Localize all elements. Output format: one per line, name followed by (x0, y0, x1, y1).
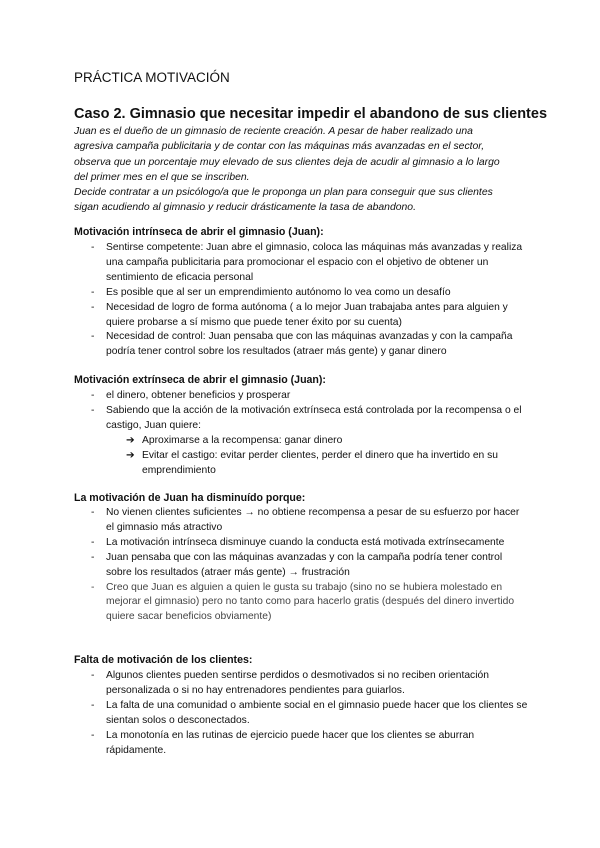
list-item (74, 581, 530, 626)
bullet-dash: - (91, 729, 95, 741)
clients-motivation-list (74, 669, 530, 758)
list-item-text: La motivación intrínseca disminuye cuando la conducta está motivada extrínsecamente (106, 536, 505, 548)
list-item-text: La falta de una comunidad o ambiente social en el gimnasio puede hacer que los clientes se sientan solos o desconectados. (106, 699, 528, 726)
arrow-bullet-icon: ➔ (126, 434, 135, 446)
list-item (74, 551, 530, 581)
list-item-text: Necesidad de control: Juan pensaba que con las máquinas avanzadas y con la campaña podría tener control sobre los resultados (atraer más gente) y ganar dinero (106, 331, 513, 358)
list-item-text: Sabiendo que la acción de la motivación extrínseca está controlada por la recompensa o el castigo, Juan quiere: (106, 404, 522, 431)
bullet-dash: - (91, 331, 95, 343)
list-item-text: Juan pensaba que con las máquinas avanzadas y con la campaña podría tener control sobre los resultados (atraer más gente) → frustración (106, 551, 503, 578)
bullet-dash: - (91, 404, 95, 416)
document-title: PRÁCTICA MOTIVACIÓN (74, 70, 230, 85)
list-item (74, 389, 530, 404)
list-item (74, 506, 530, 536)
bullet-dash: - (91, 699, 95, 711)
bullet-dash: - (91, 301, 95, 313)
intro-paragraph: Decide contratar a un psicólogo/a que le proponga un plan para conseguir que sus clientes sigan acudiendo al gimnasio y reducir drásticamente la tasa de abandono. (74, 187, 493, 214)
list-item-text: No vienen clientes suficientes → no obtiene recompensa a pesar de su esfuerzo por hacer el gimnasio más atractivo (106, 507, 520, 533)
section-heading-decrease: La motivación de Juan ha disminuído porque: (74, 492, 306, 504)
bullet-dash: - (91, 670, 95, 681)
bullet-dash: - (91, 536, 95, 548)
list-item-text: La monotonía en las rutinas de ejercicio puede hacer que los clientes se aburran rápidamente. (106, 729, 475, 756)
sublist-item (106, 449, 530, 479)
bullet-dash: - (91, 551, 95, 563)
list-item (74, 729, 530, 759)
intrinsic-motivation-list (74, 241, 530, 360)
extrinsic-sublist (106, 434, 530, 479)
list-item (74, 536, 530, 551)
list-item-text: el dinero, obtener beneficios y prosperar (106, 390, 291, 401)
list-item-text: Sentirse competente: Juan abre el gimnasio, coloca las máquinas más avanzadas y realiza una campaña publicitaria para promocionar el espacio con el objetivo de obtener un sentimiento de eficacia personal (106, 242, 523, 283)
bullet-dash: - (91, 581, 95, 593)
section-heading-intrinsic: Motivación intrínseca de abrir el gimnasio (Juan): (74, 226, 324, 238)
list-item (74, 301, 530, 331)
list-item (74, 286, 530, 301)
section-heading-extrinsic: Motivación extrínseca de abrir el gimnasio (Juan): (74, 374, 326, 386)
list-item-text: Necesidad de logro de forma autónoma ( a lo mejor Juan trabajaba antes para alguien y quiere probarse a sí mismo que puede tener éxito por su cuenta) (106, 301, 508, 328)
intro-paragraph: Juan es el dueño de un gimnasio de reciente creación. A pesar de haber realizado una agresiva campaña publicitaria y de contar con las máquinas más avanzadas en el sector, observa que un porcentaje muy elevado de sus clientes deja de acudir al gimnasio a lo largo del primer mes en el que se inscriben. (74, 126, 500, 183)
list-item-text: Algunos clientes pueden sentirse perdidos o desmotivados si no reciben orientación personalizada o si no hay entrenadores pendientes para guiarlos. (106, 670, 489, 696)
section-heading-clients: Falta de motivación de los clientes: (74, 654, 253, 666)
extrinsic-motivation-list (74, 389, 530, 478)
list-item (74, 404, 530, 479)
case-intro (74, 124, 514, 216)
motivation-decrease-list (74, 506, 530, 625)
bullet-dash: - (91, 390, 95, 401)
bullet-dash: - (91, 507, 95, 518)
bullet-dash: - (91, 242, 95, 253)
list-item-text: Creo que Juan es alguien a quien le gusta su trabajo (sino no se hubiera molestado en mejorar el gimnasio) pero no tanto como para hacerlo gratis (después del dinero invertido quiere sacar beneficios obviamente) (106, 581, 515, 623)
list-item (74, 699, 530, 729)
case-title: Caso 2. Gimnasio que necesitar impedir el abandono de sus clientes (74, 106, 548, 122)
arrow-bullet-icon: ➔ (126, 449, 135, 461)
sublist-item-text: Evitar el castigo: evitar perder clientes, perder el dinero que ha invertido en su emprendimiento (142, 449, 499, 476)
list-item (74, 669, 530, 699)
bullet-dash: - (91, 286, 95, 298)
sublist-item (106, 434, 530, 449)
list-item (74, 330, 530, 360)
list-item (74, 241, 530, 286)
list-item-text: Es posible que al ser un emprendimiento autónomo lo vea como un desafío (106, 286, 451, 298)
sublist-item-text: Aproximarse a la recompensa: ganar dinero (142, 434, 343, 446)
